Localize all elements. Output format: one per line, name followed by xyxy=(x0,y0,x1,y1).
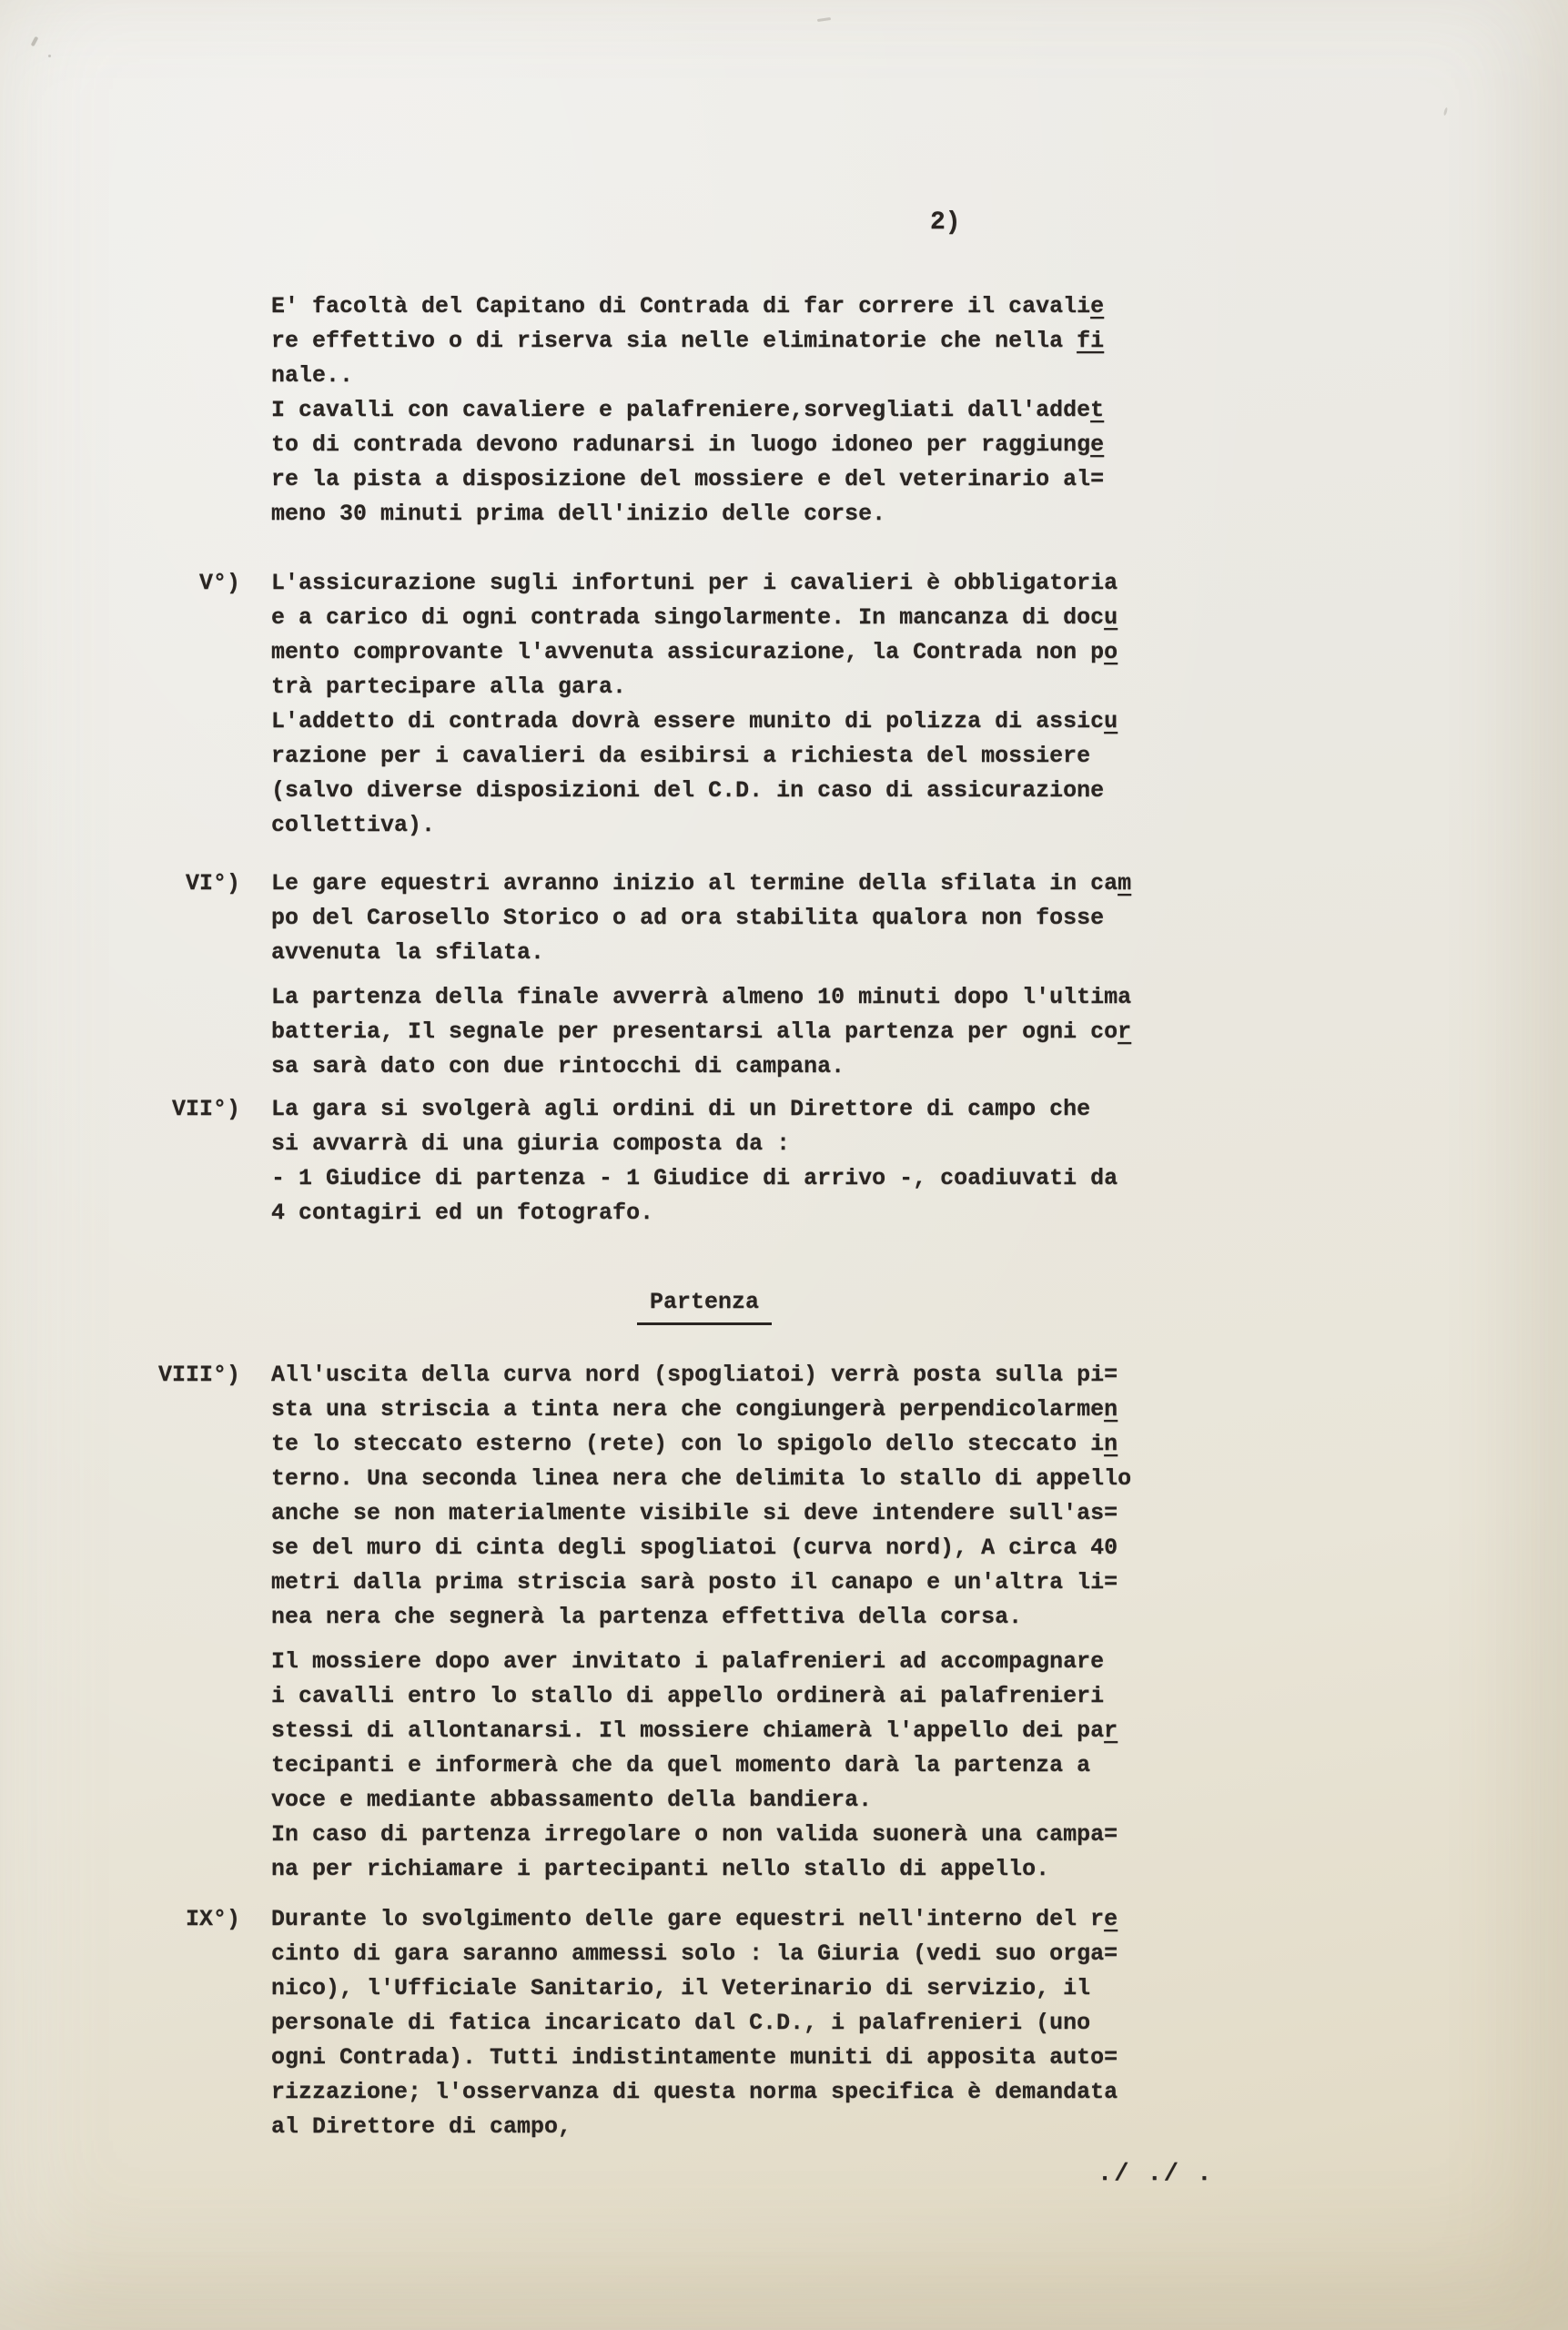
text-line: nea nera che segnerà la partenza effettiva della corsa. xyxy=(271,1604,1023,1630)
underlined-syllable: u xyxy=(1104,604,1118,631)
text-line: sta una striscia a tinta nera che congiungerà perpendicolarmen xyxy=(271,1396,1118,1423)
paragraph xyxy=(271,980,1199,1084)
underlined-syllable: n xyxy=(1104,1396,1118,1423)
paragraph xyxy=(271,1092,1199,1231)
underlined-syllable: m xyxy=(1118,870,1132,897)
underlined-syllable: o xyxy=(1104,639,1118,665)
paragraph xyxy=(271,1818,1199,1887)
text-line: razione per i cavalieri da esibirsi a richiesta del mossiere xyxy=(271,743,1091,769)
text-line: In caso di partenza irregolare o non valida suonerà una campa= xyxy=(271,1821,1118,1848)
section-label: V°) xyxy=(198,570,240,596)
text-line: meno 30 minuti prima dell'inizio delle corse. xyxy=(271,501,886,527)
text-line: La partenza della finale avverrà almeno 10 minuti dopo l'ultima xyxy=(271,984,1132,1010)
text-line: Il mossiere dopo aver invitato i palafrenieri ad accompagnare xyxy=(271,1648,1105,1675)
text-line: All'uscita della curva nord (spogliatoi) verrà posta sulla pi= xyxy=(271,1362,1118,1388)
underlined-syllable: r xyxy=(1104,1717,1118,1744)
text-line: si avvarrà di una giuria composta da : xyxy=(271,1130,791,1157)
paragraph xyxy=(271,289,1199,532)
section-label: IX°) xyxy=(185,1906,240,1932)
underlined-syllable: fi xyxy=(1077,328,1105,354)
ink-speck xyxy=(48,55,51,57)
text-line: anche se non materialmente visibile si deve intendere sull'as= xyxy=(271,1500,1118,1526)
text-line: sa sarà dato con due rintocchi di campana. xyxy=(271,1053,845,1079)
text-line: te lo steccato esterno (rete) con lo spigolo dello steccato in xyxy=(271,1431,1118,1457)
ink-speck xyxy=(1443,107,1448,116)
paragraph xyxy=(271,1358,1199,1635)
section-sec-9 xyxy=(185,1902,1199,2144)
paragraph xyxy=(271,1645,1199,1818)
section-sec-8 xyxy=(157,1358,1199,1887)
page-number: 2) xyxy=(930,208,961,237)
underlined-syllable: u xyxy=(1104,708,1118,734)
text-line: al Direttore di campo, xyxy=(271,2113,572,2140)
heading-underlined-text: Partenza xyxy=(637,1285,772,1325)
paragraph xyxy=(271,866,1199,970)
underlined-syllable: n xyxy=(1104,1431,1118,1457)
text-line: e a carico di ogni contrada singolarmente. In mancanza di docu xyxy=(271,604,1118,631)
text-line: rizzazione; l'osservanza di questa norma specifica è demandata xyxy=(271,2079,1118,2105)
section-label: VIII°) xyxy=(157,1362,240,1388)
underlined-syllable: e xyxy=(1104,1906,1118,1932)
paragraph xyxy=(271,566,1199,843)
ink-speck xyxy=(817,17,831,22)
section-sec-7 xyxy=(171,1092,1199,1231)
text-line: trà partecipare alla gara. xyxy=(271,674,627,700)
text-line: i cavalli entro lo stallo di appello ordinerà ai palafrenieri xyxy=(271,1683,1105,1709)
text-line: to di contrada devono radunarsi in luogo idoneo per raggiunge xyxy=(271,431,1105,458)
text-line: po del Carosello Storico o ad ora stabilita qualora non fosse xyxy=(271,905,1105,931)
text-line: re effettivo o di riserva sia nelle eliminatorie che nella fi xyxy=(271,328,1105,354)
text-line: nale.. xyxy=(271,362,354,389)
text-line: personale di fatica incaricato dal C.D., i palafrenieri (uno xyxy=(271,2010,1091,2036)
section-heading-partenza xyxy=(271,1285,1138,1325)
text-line: stessi di allontanarsi. Il mossiere chiamerà l'appello dei par xyxy=(271,1717,1118,1744)
text-line: La gara si svolgerà agli ordini di un Direttore di campo che xyxy=(271,1096,1091,1122)
underlined-syllable: r xyxy=(1118,1018,1132,1045)
text-line: terno. Una seconda linea nera che delimita lo stallo di appello xyxy=(271,1465,1132,1492)
text-line: avvenuta la sfilata. xyxy=(271,939,545,966)
text-line: - 1 Giudice di partenza - 1 Giudice di arrivo -, coadiuvati da xyxy=(271,1165,1118,1191)
section-label: VI°) xyxy=(185,870,240,897)
text-line: batteria, Il segnale per presentarsi alla partenza per ogni cor xyxy=(271,1018,1132,1045)
section-sec-5 xyxy=(198,566,1199,843)
text-line: mento comprovante l'avvenuta assicurazione, la Contrada non po xyxy=(271,639,1118,665)
text-line: (salvo diverse disposizioni del C.D. in caso di assicurazione xyxy=(271,777,1105,804)
text-line: L'assicurazione sugli infortuni per i cavalieri è obbligatoria xyxy=(271,570,1118,596)
text-line: 4 contagiri ed un fotografo. xyxy=(271,1200,654,1226)
continuation-mark: ./ ./ . xyxy=(1098,2161,1214,2188)
text-line: ogni Contrada). Tutti indistintamente muniti di apposita auto= xyxy=(271,2044,1118,2071)
text-line: se del muro di cinta degli spogliatoi (curva nord), A circa 40 xyxy=(271,1535,1118,1561)
text-line: L'addetto di contrada dovrà essere munito di polizza di assicu xyxy=(271,708,1118,734)
ink-speck xyxy=(31,36,39,47)
text-line: re la pista a disposizione del mossiere e del veterinario al= xyxy=(271,466,1105,492)
underlined-syllable: t xyxy=(1090,397,1105,423)
text-line: metri dalla prima striscia sarà posto il canapo e un'altra li= xyxy=(271,1569,1118,1596)
text-line: tecipanti e informerà che da quel momento darà la partenza a xyxy=(271,1752,1091,1778)
text-line: na per richiamare i partecipanti nello stallo di appello. xyxy=(271,1856,1050,1882)
text-line: voce e mediante abbassamento della bandiera. xyxy=(271,1787,873,1813)
section-label: VII°) xyxy=(171,1096,240,1122)
paragraph xyxy=(271,1902,1199,2144)
text-line: E' facoltà del Capitano di Contrada di far correre il cavalie xyxy=(271,293,1105,319)
underlined-syllable: e xyxy=(1090,293,1105,319)
text-line: cinto di gara saranno ammessi solo : la Giuria (vedi suo orga= xyxy=(271,1940,1118,1967)
text-line: Durante lo svolgimento delle gare equestri nell'interno del re xyxy=(271,1906,1118,1932)
section-intro xyxy=(271,289,1199,532)
section-sec-6 xyxy=(185,866,1199,1084)
text-line: I cavalli con cavaliere e palafreniere,sorvegliati dall'addet xyxy=(271,397,1105,423)
text-line: nico), l'Ufficiale Sanitario, il Veterinario di servizio, il xyxy=(271,1975,1091,2001)
underlined-syllable: e xyxy=(1090,431,1105,458)
text-line: collettiva). xyxy=(271,812,436,838)
text-line: Le gare equestri avranno inizio al termine della sfilata in cam xyxy=(271,870,1132,897)
